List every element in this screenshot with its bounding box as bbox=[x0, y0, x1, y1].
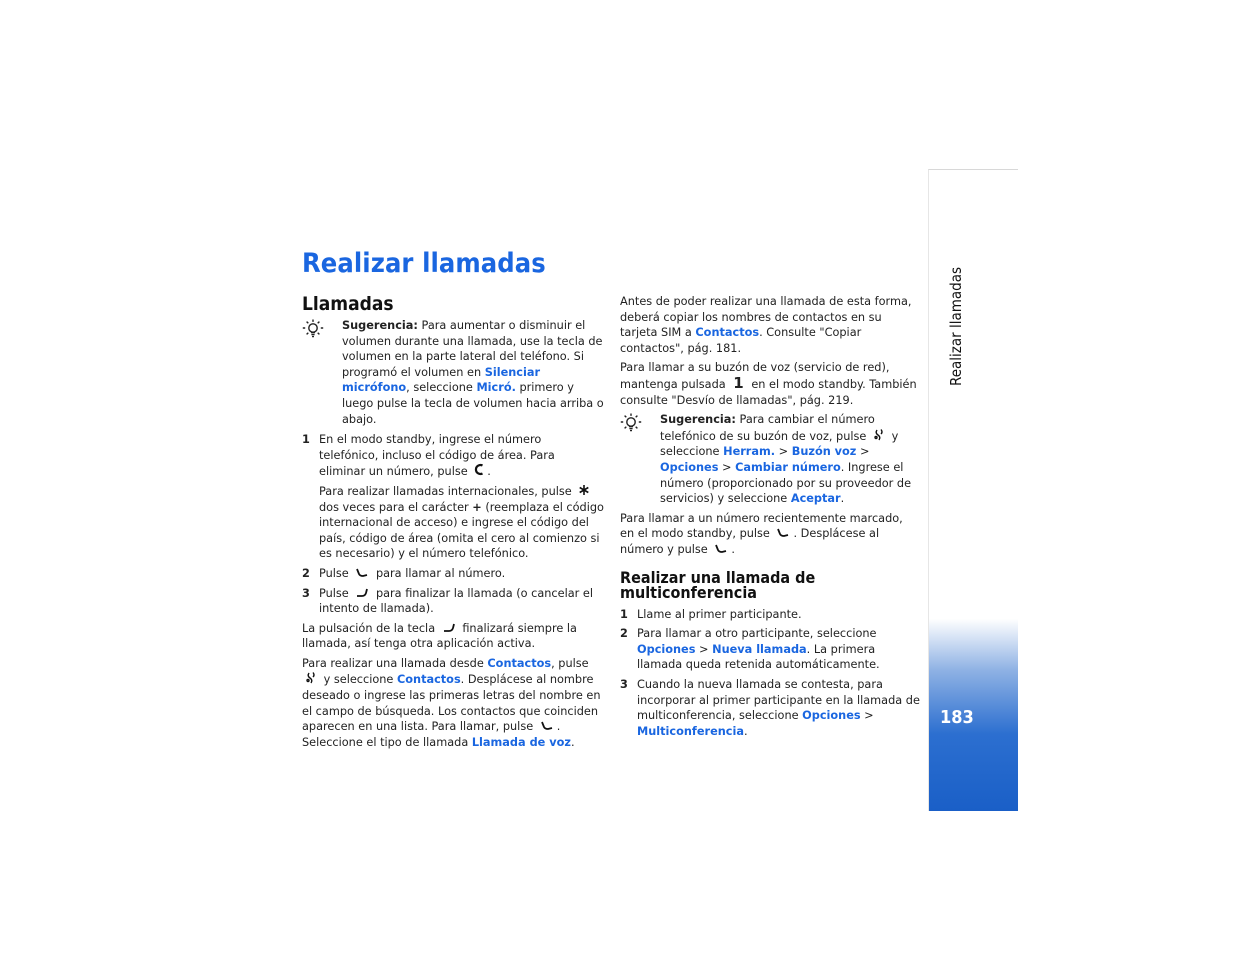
one-key-icon: 1 bbox=[733, 373, 744, 392]
menu-herram: Herram. bbox=[723, 445, 776, 459]
tip-voicemail bbox=[620, 412, 920, 507]
plus-char: + bbox=[472, 500, 482, 514]
tip-text: primero y luego pulse la tecla de volumen hacia arriba o abajo. bbox=[342, 381, 604, 426]
step-number: 2 bbox=[302, 566, 310, 580]
step-3 bbox=[302, 586, 604, 617]
step-1: 1 En el modo standby, ingrese el número telefónico, incluso el código de área. Para eliminar un número, pulse . Para realizar llamadas internacionales, pulse dos veces para el carácter + (reemplaza el código internacional de acceso) e ingrese el código del país, código de área (omita el cero al comienzo si es necesario) y el número telefónico. bbox=[302, 433, 604, 561]
paragraph-contacts-call bbox=[302, 656, 604, 751]
step-text: Pulse bbox=[319, 586, 349, 600]
page-title: Realizar llamadas bbox=[302, 248, 546, 279]
menu-separator: > bbox=[775, 445, 792, 459]
section-title: Llamadas bbox=[302, 293, 394, 315]
para-text: Para llamar a un número recientemente marcado, en el modo standby, pulse bbox=[620, 511, 903, 541]
clear-key-icon bbox=[474, 463, 484, 476]
call-key-icon bbox=[714, 543, 728, 554]
para-text: , pulse bbox=[551, 656, 589, 670]
tip-text: . Ingrese el número (proporcionado por su proveedor de servicios) y seleccione bbox=[660, 460, 912, 506]
step-2 bbox=[302, 566, 604, 582]
menu-micro: Micró. bbox=[476, 381, 516, 395]
menu-separator: > bbox=[695, 642, 713, 656]
end-key-icon bbox=[442, 622, 456, 633]
step-text: Para llamar a otro participante, seleccione bbox=[637, 627, 877, 641]
lightbulb-icon bbox=[620, 412, 642, 434]
menu-silenciar-microfono: Silenciar micrófono bbox=[342, 365, 541, 395]
tip-text: Para aumentar o disminuir el volumen durante una llamada, use la tecla de volumen en la parte lateral del teléfono. Si programó el volumen en bbox=[342, 319, 603, 379]
para-text: . bbox=[570, 735, 575, 749]
tip-text: Para cambiar el número telefónico de su buzón de voz, pulse bbox=[660, 413, 875, 443]
para-text: Para realizar una llamada desde bbox=[302, 656, 488, 670]
page-number: 183 bbox=[940, 707, 974, 728]
tip-text: . bbox=[840, 492, 845, 506]
paragraph-voicemail bbox=[620, 360, 920, 408]
lightbulb-icon bbox=[302, 318, 324, 340]
menu-opciones: Opciones bbox=[637, 642, 696, 656]
menu-contactos: Contactos bbox=[695, 326, 760, 340]
tip-volume bbox=[302, 318, 604, 427]
call-key-icon bbox=[355, 567, 369, 578]
tip-label: Sugerencia: bbox=[660, 413, 736, 427]
step-number: 1 bbox=[620, 607, 628, 621]
conference-step-3 bbox=[620, 677, 920, 739]
tip-text: y seleccione bbox=[660, 429, 899, 459]
step-text: para llamar al número. bbox=[375, 566, 506, 580]
step-number: 3 bbox=[620, 678, 628, 692]
menu-key-icon bbox=[305, 671, 317, 684]
para-text: Antes de poder realizar una llamada de esta forma, deberá copiar los nombres de contactos en su tarjeta SIM a bbox=[620, 295, 912, 340]
para-text: . Desplácese al número y pulse bbox=[620, 527, 880, 556]
menu-nueva-llamada: Nueva llamada bbox=[712, 642, 807, 656]
step-text: dos veces para el carácter bbox=[319, 500, 469, 514]
menu-contactos: Contactos bbox=[487, 656, 552, 670]
conference-step-1 bbox=[620, 607, 920, 623]
paragraph-redial bbox=[620, 511, 920, 558]
menu-aceptar: Aceptar bbox=[790, 492, 841, 506]
menu-llamada-de-voz: Llamada de voz bbox=[471, 735, 571, 749]
para-text: finalizará siempre la llamada, así tenga otra aplicación activa. bbox=[302, 621, 577, 651]
para-text: en el modo standby. También consulte "Desvío de llamadas", pág. 219. bbox=[620, 377, 917, 407]
step-text: Cuando la nueva llamada se contesta, para incorporar al primer participante en la llamada de multiconferencia, seleccione bbox=[637, 678, 920, 723]
para-text: . bbox=[731, 542, 735, 556]
para-text: . Desplácese al nombre deseado o ingrese las primeras letras del nombre en el campo de búsqueda. Los contactos que coinciden aparecen en una lista. Para llamar, pulse bbox=[302, 673, 601, 734]
call-key-icon bbox=[776, 527, 790, 538]
step-text: Pulse bbox=[319, 566, 349, 580]
step-text: . La primera llamada queda retenida automáticamente. bbox=[637, 642, 880, 672]
call-key-icon bbox=[540, 720, 554, 731]
paragraph-copy-contacts bbox=[620, 294, 920, 356]
end-key-icon bbox=[355, 587, 369, 598]
step-text: En el modo standby, ingrese el número telefónico, incluso el código de área. Para eliminar un número, pulse bbox=[319, 433, 555, 479]
star-key-icon bbox=[578, 484, 590, 496]
menu-contactos: Contactos bbox=[396, 673, 461, 687]
menu-buzon-voz: Buzón voz bbox=[791, 445, 857, 459]
right-column bbox=[620, 294, 920, 743]
menu-opciones: Opciones bbox=[802, 709, 861, 723]
menu-cambiar-numero: Cambiar número bbox=[735, 460, 841, 474]
step-number: 2 bbox=[620, 627, 628, 641]
menu-separator: > bbox=[718, 460, 736, 474]
step-number: 3 bbox=[302, 586, 310, 600]
side-tab-label: Realizar llamadas bbox=[947, 266, 965, 386]
menu-separator: > bbox=[856, 445, 870, 459]
tip-label: Sugerencia: bbox=[342, 319, 418, 332]
paragraph-end-key bbox=[302, 621, 604, 652]
step-text: (reemplaza el código internacional de acceso) e ingrese el código del país, código de área (omita el cero al comienzo si es necesario) y el número telefónico. bbox=[319, 500, 604, 561]
para-text: . Consulte "Copiar contactos", pág. 181. bbox=[620, 326, 862, 355]
menu-key-icon bbox=[873, 428, 885, 441]
conference-step-2 bbox=[620, 626, 920, 673]
step-number: 1 bbox=[302, 433, 310, 447]
para-text: y seleccione bbox=[323, 673, 397, 687]
tip-text: , seleccione bbox=[406, 381, 477, 395]
step-text: Llame al primer participante. bbox=[637, 607, 802, 621]
subsection-title: Realizar una llamada de multiconferencia bbox=[620, 567, 816, 603]
para-text: La pulsación de la tecla bbox=[302, 621, 436, 635]
menu-opciones: Opciones bbox=[660, 460, 719, 474]
left-column bbox=[302, 318, 604, 754]
menu-multiconferencia: Multiconferencia bbox=[637, 724, 744, 738]
menu-separator: > bbox=[860, 709, 874, 723]
step-text: . bbox=[743, 724, 748, 738]
para-text: . Seleccione el tipo de llamada bbox=[302, 720, 561, 749]
para-text: Para llamar a su buzón de voz (servicio de red), mantenga pulsada bbox=[620, 361, 890, 391]
step-text: para finalizar la llamada (o cancelar el intento de llamada). bbox=[319, 586, 593, 616]
step-text: Para realizar llamadas internacionales, pulse bbox=[319, 484, 572, 498]
